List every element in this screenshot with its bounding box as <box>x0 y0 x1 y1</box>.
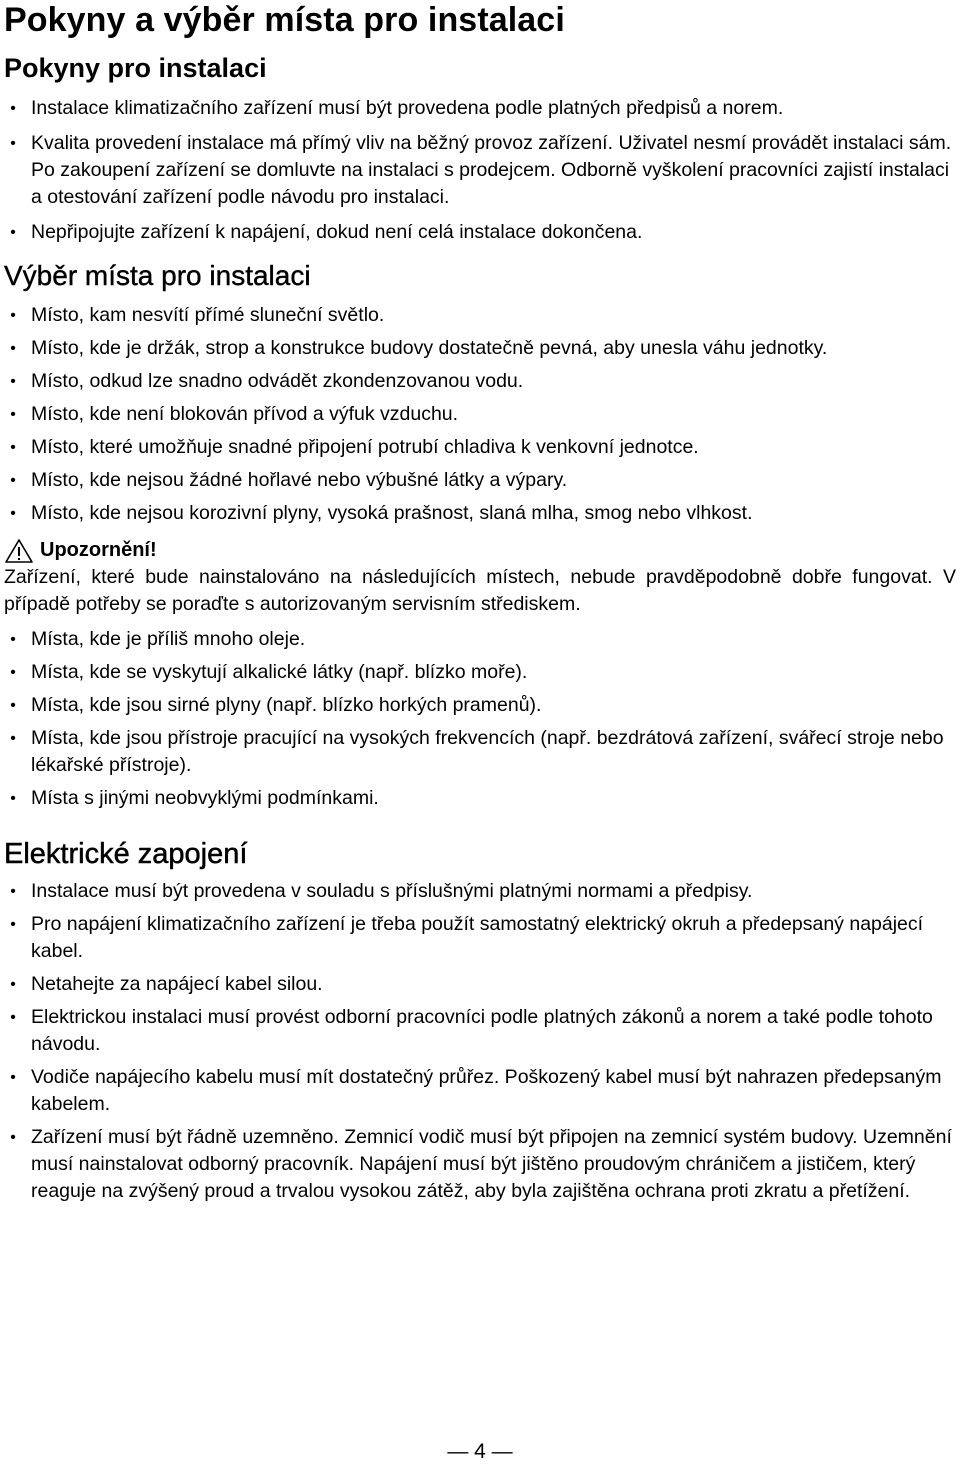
page-number: — 4 — <box>447 1440 513 1463</box>
document-page <box>4 0 956 1211</box>
bullet-icon: • <box>10 916 16 933</box>
section-heading-install-instructions: Pokyny pro instalaci <box>4 53 267 83</box>
bullet-icon: • <box>10 790 16 807</box>
bullet-icon: • <box>10 224 16 241</box>
list-item: • Místo, kde nejsou žádné hořlavé nebo výbušné látky a výpary. <box>4 467 956 494</box>
bullet-icon: • <box>10 697 16 714</box>
bullet-icon: • <box>10 664 16 681</box>
bad-locations-list <box>4 626 956 812</box>
list-item: • Místo, kde nejsou korozivní plyny, vysoká prašnost, slaná mlha, smog nebo vlhkost. <box>4 500 956 527</box>
list-item: • Místa, kde jsou sirné plyny (např. blízko horkých pramenů). <box>4 692 956 719</box>
section-heading-location: Výběr místa pro instalaci <box>4 260 311 291</box>
list-item: • Zařízení musí být řádně uzemněno. Zemnicí vodič musí být připojen na zemnicí systém budovy. Uzemnění musí nainstalovat odborný pracovník. Napájení musí být jištěno proudovým chráničem a jističem, který reaguje na zvýšený proud a trvalou vysokou zátěž, aby byla zajištěna ochrana proti zkratu a přetížení. <box>4 1124 956 1205</box>
bullet-icon: • <box>10 883 16 900</box>
warning-triangle-icon <box>4 538 34 564</box>
bullet-icon: • <box>10 340 16 357</box>
bullet-icon: • <box>10 307 16 324</box>
bullet-icon: • <box>10 730 16 747</box>
bullet-icon: • <box>10 505 16 522</box>
list-item: • Vodiče napájecího kabelu musí mít dostatečný průřez. Poškozený kabel musí být nahrazen předepsaným kabelem. <box>4 1064 956 1118</box>
page-title: Pokyny a výběr místa pro instalaci <box>4 1 565 39</box>
bullet-icon: • <box>10 439 16 456</box>
warning-text: Zařízení, které bude nainstalováno na následujících místech, nebude pravděpodobně dobře fungovat. V případě potřeby se poraďte s autorizovaným servisním střediskem. <box>4 566 956 615</box>
list-item: • Nepřipojujte zařízení k napájení, dokud není celá instalace dokončena. <box>4 219 956 246</box>
list-item: • Místo, kde není blokován přívod a výfuk vzduchu. <box>4 401 956 428</box>
section-heading-electrical: Elektrické zapojení <box>4 838 248 870</box>
list-item: • Místo, které umožňuje snadné připojení potrubí chladiva k venkovní jednotce. <box>4 434 956 461</box>
list-item: • Elektrickou instalaci musí provést odborní pracovníci podle platných zákonů a norem a také podle tohoto návodu. <box>4 1004 956 1058</box>
bullet-icon: • <box>10 976 16 993</box>
list-item: • Místo, kde je držák, strop a konstrukce budovy dostatečně pevná, aby unesla váhu jednotky. <box>4 335 956 362</box>
warning-heading: Upozornění! <box>4 537 956 564</box>
list-item: • Místo, odkud lze snadno odvádět zkondenzovanou vodu. <box>4 368 956 395</box>
bullet-icon: • <box>10 1069 16 1086</box>
bullet-icon: • <box>10 373 16 390</box>
bullet-icon: • <box>10 406 16 423</box>
bullet-icon: • <box>10 135 16 152</box>
electrical-list <box>4 878 956 1205</box>
list-item: • Kvalita provedení instalace má přímý vliv na běžný provoz zařízení. Uživatel nesmí provádět instalaci sám. Po zakoupení zařízení se domluvte na instalaci s prodejcem. Odborně vyškolení pracovníci zajistí instalaci a otestování zařízení podle návodu pro instalaci. <box>4 130 956 211</box>
bullet-icon: • <box>10 100 16 117</box>
bullet-icon: • <box>10 631 16 648</box>
list-item: • Netahejte za napájecí kabel silou. <box>4 971 956 998</box>
list-item: • Místa, kde jsou přístroje pracující na vysokých frekvencích (např. bezdrátová zařízení, svářecí stroje nebo lékařské přístroje). <box>4 725 956 779</box>
list-item: • Instalace klimatizačního zařízení musí být provedena podle platných předpisů a norem. <box>4 95 956 122</box>
list-item: • Místa, kde se vyskytují alkalické látky (např. blízko moře). <box>4 659 956 686</box>
install-instructions-list <box>4 95 956 246</box>
list-item: • Instalace musí být provedena v souladu s příslušnými platnými normami a předpisy. <box>4 878 956 905</box>
location-list <box>4 302 956 527</box>
bullet-icon: • <box>10 1009 16 1026</box>
list-item: • Místo, kam nesvítí přímé sluneční světlo. <box>4 302 956 329</box>
list-item: • Místa, kde je příliš mnoho oleje. <box>4 626 956 653</box>
bullet-icon: • <box>10 1129 16 1146</box>
list-item: • Místa s jinými neobvyklými podmínkami. <box>4 785 956 812</box>
bullet-icon: • <box>10 472 16 489</box>
list-item: • Pro napájení klimatizačního zařízení je třeba použít samostatný elektrický okruh a předepsaný napájecí kabel. <box>4 911 956 965</box>
